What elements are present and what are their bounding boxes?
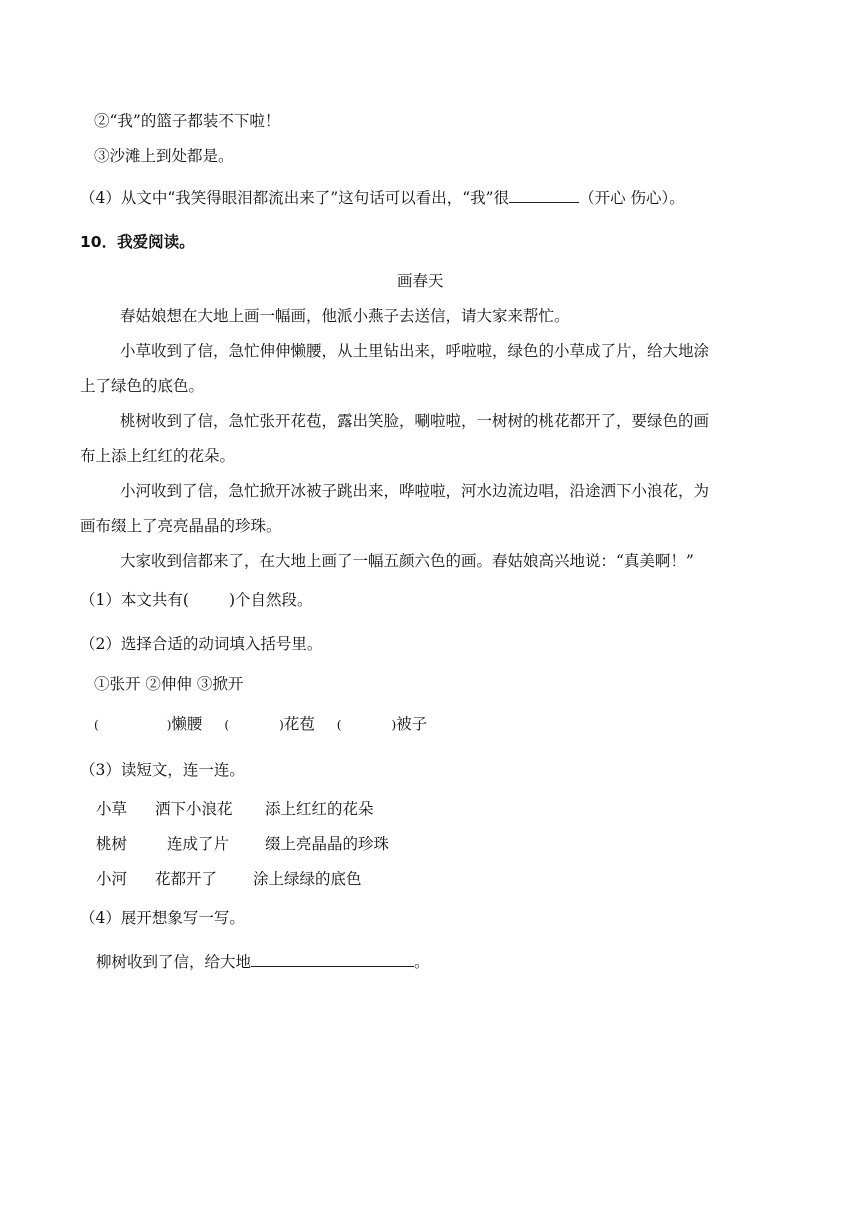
passage-paragraph-cont: 布上添上红红的花朵。 xyxy=(80,447,236,465)
passage-paragraph: 大家收到信都来了，在大地上画了一幅五颜六色的画。春姑娘高兴地说：“真美啊！” xyxy=(120,552,694,570)
match-col2-item[interactable]: 洒下小浪花 xyxy=(155,800,233,818)
blank-item: 被子 xyxy=(396,715,428,733)
passage-paragraph: 桃树收到了信，急忙张开花苞，露出笑脸，唰啦啦，一树树的桃花都开了，要绿色的画 xyxy=(120,412,710,430)
match-col2-item[interactable]: 花都开了 xyxy=(155,870,218,888)
match-col1-item[interactable]: 小草 xyxy=(96,800,128,818)
match-col3-item[interactable]: 缀上亮晶晶的珍珠 xyxy=(265,835,390,853)
passage-paragraph-cont: 画布缀上了亮亮晶晶的珍珠。 xyxy=(80,517,282,535)
answer-blank[interactable] xyxy=(509,186,579,203)
sub-question-4-label: （4）展开想象写一写。 xyxy=(80,909,245,927)
answer-blank[interactable] xyxy=(251,950,414,967)
blank-item: 花苞 xyxy=(283,715,315,733)
passage-paragraph: 小河收到了信，急忙掀开冰被子跳出来，哗啦啦，河水边流边唱，沿途洒下小浪花，为 xyxy=(120,482,710,500)
sub-question-3-label: （3）读短文，连一连。 xyxy=(80,761,245,779)
passage-paragraph: 小草收到了信，急忙伸伸懒腰，从土里钻出来，呼啦啦，绿色的小草成了片，给大地涂 xyxy=(120,342,710,360)
option-3: ③沙滩上到处都是。 xyxy=(94,147,234,165)
question-10-heading: 10．我爱阅读。 xyxy=(80,233,195,251)
match-col3-item[interactable]: 涂上绿绿的底色 xyxy=(253,870,362,888)
option-2: ②“我”的篮子都装不下啦！ xyxy=(94,112,281,130)
passage-paragraph: 春姑娘想在大地上画一幅画，他派小燕子去送信，请大家来帮忙。 xyxy=(120,307,570,325)
sub-question-1: （1）本文共有( )个自然段。 xyxy=(80,591,313,609)
verb-options: ①张开 ②伸伸 ③掀开 xyxy=(94,675,244,693)
match-col2-item[interactable]: 连成了片 xyxy=(167,835,230,853)
paren-close: ) xyxy=(228,591,235,609)
question-4-suffix: （开心 伤心）。 xyxy=(579,189,685,207)
verb-blanks: ( )懒腰 ( )花苞 ( )被子 xyxy=(94,715,428,733)
question-4-prefix: （4）从文中“我笑得眼泪都流出来了”这句话可以看出，“我”很 xyxy=(80,189,510,207)
passage-title: 画春天 xyxy=(397,272,444,290)
sub-question-2-label: （2）选择合适的动词填入括号里。 xyxy=(80,635,323,653)
question-4 xyxy=(80,186,685,208)
match-col1-item[interactable]: 小河 xyxy=(96,870,128,888)
match-col1-item[interactable]: 桃树 xyxy=(96,835,128,853)
passage-paragraph-cont: 上了绿色的底色。 xyxy=(80,377,205,395)
match-col3-item[interactable]: 添上红红的花朵 xyxy=(265,800,374,818)
blank-item: 懒腰 xyxy=(171,715,203,733)
sub-question-4-prompt: 柳树收到了信，给大地 。 xyxy=(96,950,430,972)
paren-open: ( xyxy=(182,591,189,609)
